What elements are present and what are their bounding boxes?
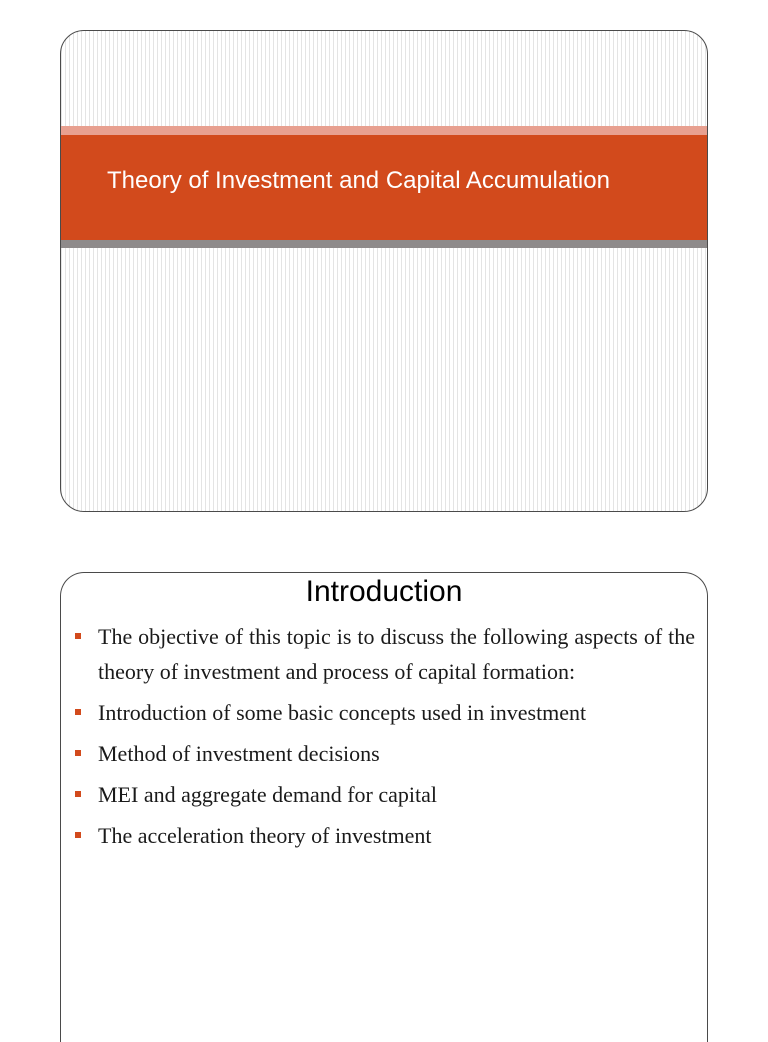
title-slide bbox=[60, 30, 708, 512]
introduction-slide bbox=[60, 572, 708, 1042]
bullet-text: The acceleration theory of investment bbox=[98, 823, 432, 848]
bullet-item bbox=[75, 777, 695, 812]
title-band-top-stripe bbox=[61, 126, 707, 135]
bullet-text: MEI and aggregate demand for capital bbox=[98, 782, 438, 807]
bullet-item bbox=[75, 818, 695, 853]
square-bullet-icon bbox=[75, 791, 81, 797]
square-bullet-icon bbox=[75, 750, 81, 756]
slide-title: Theory of Investment and Capital Accumulation bbox=[107, 167, 610, 194]
square-bullet-icon bbox=[75, 709, 81, 715]
bullet-item bbox=[75, 619, 695, 689]
slide-heading: Introduction bbox=[305, 575, 463, 608]
title-band-bottom-stripe bbox=[61, 240, 707, 248]
square-bullet-icon bbox=[75, 633, 81, 639]
bullet-text: Introduction of some basic concepts used in investment bbox=[98, 700, 587, 725]
bullet-item bbox=[75, 695, 695, 730]
bullet-item bbox=[75, 736, 695, 771]
square-bullet-icon bbox=[75, 832, 81, 838]
bullet-text: Method of investment decisions bbox=[98, 741, 380, 766]
bullet-text: The objective of this topic is to discuss the following aspects of the theory of investment and process of capital formation: bbox=[98, 624, 695, 684]
bullet-list bbox=[75, 619, 695, 859]
